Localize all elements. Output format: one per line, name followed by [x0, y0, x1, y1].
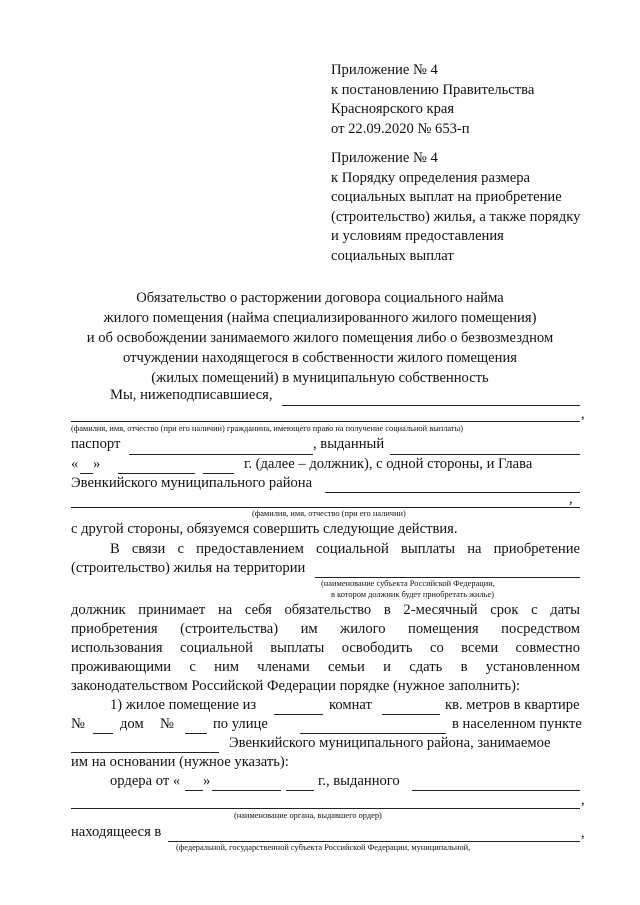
num2-label: №	[160, 716, 174, 732]
header-line: к Порядку определения размера	[331, 169, 530, 186]
settlement-label: в населенном пункте	[452, 716, 582, 732]
header-line: к постановлению Правительства	[331, 81, 535, 98]
passport-label: паспорт	[71, 436, 121, 452]
header-line: социальных выплат	[331, 247, 454, 264]
fill-line	[168, 841, 580, 842]
fill-line	[286, 790, 314, 791]
title-line: жилого помещения (найма специализированного жилого помещения)	[103, 310, 537, 326]
para2-line: должник принимает на себя обязательство в 2-месячный срок с даты	[71, 602, 580, 618]
fill-line	[71, 752, 219, 753]
hint-fio: (фамилия, имя, отчество (при его наличии)	[252, 509, 406, 518]
hint-org: (наименование органа, выдавшего ордер)	[234, 811, 382, 820]
hint-subject-1: (наименование субъекта Российской Федерации,	[321, 579, 495, 588]
header-line: Приложение № 4	[331, 62, 438, 78]
para2-last: законодательством Российской Федерации порядке (нужное заполнить):	[71, 678, 521, 694]
hint-subject-2: в котором должник будет приобретать жилье)	[331, 590, 494, 599]
located-in-label: находящееся в	[71, 824, 162, 840]
fill-line	[315, 577, 580, 578]
item1-a: 1) жилое помещение из	[110, 697, 257, 713]
header-line: Приложение № 4	[331, 150, 438, 166]
comma: ,	[581, 406, 585, 422]
para1-line1: В связи с предоставлением социальной выплаты на приобретение	[110, 541, 580, 557]
date-line-text: г. (далее – должник), с одной стороны, и Глава	[244, 456, 533, 472]
hint-fio-citizen: (фамилия, имя, отчество (при его наличии) гражданина, имеющего право на получение социальной выплаты)	[71, 424, 464, 433]
item1-b: комнат	[329, 697, 372, 713]
fill-line	[300, 733, 446, 734]
fill-line	[185, 790, 203, 791]
fill-line	[71, 507, 580, 508]
fill-line	[71, 421, 580, 422]
fill-line	[274, 714, 323, 715]
header-line: социальных выплат на приобретение	[331, 189, 562, 206]
other-side-text: с другой стороны, обязуемся совершить следующие действия.	[71, 521, 458, 537]
fill-line	[129, 454, 313, 455]
district-occ: Эвенкийского муниципального района, занимаемое	[229, 735, 551, 751]
fill-line	[412, 790, 580, 791]
basis-label: им на основании (нужное указать):	[71, 754, 289, 770]
we-signed-label: Мы, нижеподписавшиеся,	[110, 387, 273, 403]
order-issued-label: г., выданного	[318, 773, 400, 789]
order-mid: »	[203, 773, 211, 789]
fill-line	[71, 808, 580, 809]
fill-line	[185, 733, 207, 734]
title-line: Обязательство о расторжении договора социального найма	[136, 290, 504, 306]
fill-line	[282, 405, 580, 406]
header-block-1	[331, 61, 534, 139]
num-label: №	[71, 716, 85, 732]
fill-line	[212, 790, 281, 791]
district-head-label: Эвенкийского муниципального района	[71, 475, 313, 491]
fill-line	[390, 454, 580, 455]
title-line: и об освобождении занимаемого жилого помещения либо о безвозмездном	[86, 330, 554, 346]
title-line: (жилых помещений) в муниципальную собственность	[151, 370, 489, 386]
fill-line	[118, 473, 195, 474]
fill-line	[325, 492, 580, 493]
header-line: Красноярского края	[331, 101, 455, 118]
comma: ,	[569, 491, 573, 507]
header-line: (строительство) жилья, а также порядку	[331, 208, 581, 225]
hint-owner: (федеральной, государственной субъекта Российской Федерации, муниципальной,	[176, 843, 471, 852]
fill-line	[93, 733, 113, 734]
header-line: от 22.09.2020 № 653-п	[331, 120, 470, 137]
title-line: отчуждении находящегося в собственности жилого помещения	[123, 350, 517, 366]
fill-line	[382, 714, 440, 715]
quote-open: «	[71, 456, 79, 472]
para1-line2: (строительство) жилья на территории	[71, 560, 306, 576]
house-label: дом	[120, 716, 144, 732]
header-line: и условиям предоставления	[331, 228, 504, 245]
item1-c: кв. метров в квартире	[445, 697, 580, 713]
para2-line: проживающими с ним членами семьи и сдать в установленном	[71, 659, 580, 675]
order-from-label: ордера от «	[110, 773, 181, 789]
quote-close: »	[93, 456, 101, 472]
para2-line: приобретения (строительства) им жилого помещения посредством	[71, 621, 580, 637]
fill-line	[80, 473, 93, 474]
issued-label: , выданный	[313, 436, 385, 452]
document-title	[0, 288, 640, 388]
fill-line	[203, 473, 234, 474]
street-label: по улице	[213, 716, 268, 732]
comma: ,	[581, 792, 585, 808]
header-block-2	[331, 149, 580, 267]
para2-line: использования социальной выплаты освободить со всеми совместно	[71, 640, 580, 656]
comma: ,	[581, 825, 585, 841]
